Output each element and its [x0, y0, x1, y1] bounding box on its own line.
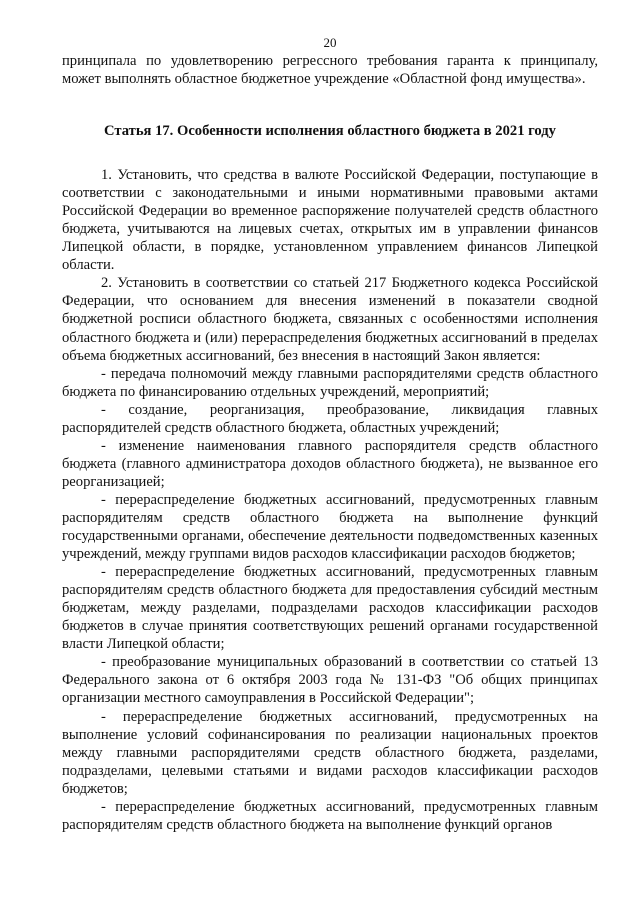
list-item-1: - передача полномочий между главными распорядителями средств областного бюджета по финансированию отдельных учреждений, мероприятий;: [62, 365, 598, 400]
list-item-6: - преобразование муниципальных образований в соответствии со статьей 13 Федерального закона от 6 октября 2003 года № 131-ФЗ "Об общих принципах организации местного самоуправления в Российской Федерации";: [62, 654, 598, 707]
list-item-7: - перераспределение бюджетных ассигнований, предусмотренных на выполнение условий софинансирования по реализации национальных проектов между главными распорядителями средств областного бюджета, разделами, подразделами, целевыми статьями и видами расходов классификации расходов бюджетов;: [62, 708, 598, 797]
list-item-5: - перераспределение бюджетных ассигнований, предусмотренных главным распорядителям средств областного бюджета для предоставления субсидий местным бюджетам, между разделами, подразделами расходов классификации расходов бюджетов в случае принятия соответствующих решений органами государственной власти Липецкой области;: [62, 564, 598, 653]
paragraph-1: 1. Установить, что средства в валюте Российской Федерации, поступающие в соответствии с законодательными и иными нормативными правовыми актами Российской Федерации во временное распоряжение получателей средств областного бюджета, учитываются на лицевых счетах, открытых им в управлении финансов Липецкой области, в порядке, установленном управлением финансов Липецкой области.: [62, 167, 598, 274]
page-number: 20: [323, 35, 337, 50]
intro-paragraph: принципала по удовлетворению регрессного требования гаранта к принципалу, может выполнять областное бюджетное учреждение «Областной фонд имущества».: [62, 53, 598, 88]
list-item-8: - перераспределение бюджетных ассигнований, предусмотренных главным распорядителям средств областного бюджета на выполнение функций органов: [62, 798, 598, 833]
list-item-3: - изменение наименования главного распорядителя средств областного бюджета (главного администратора доходов областного бюджета), не вызванное его реорганизацией;: [62, 437, 598, 490]
list-item-4: - перераспределение бюджетных ассигнований, предусмотренных главным распорядителям средств областного бюджета на выполнение функций государственными органами, обеспечение деятельности подведомственных казенных учреждений, между группами видов расходов классификации расходов бюджетов;: [62, 491, 598, 563]
article-title: Статья 17. Особенности исполнения областного бюджета в 2021 году: [104, 123, 556, 140]
document-body: [62, 52, 598, 834]
list-item-2: - создание, реорганизация, преобразование, ликвидация главных распорядителей средств областного бюджета, областных учреждений;: [62, 401, 598, 436]
paragraph-2: 2. Установить в соответствии со статьей 217 Бюджетного кодекса Российской Федерации, что основанием для внесения изменений в показатели сводной бюджетной росписи областного бюджета, связанных с особенностями исполнения областного бюджета и (или) перераспределения бюджетных ассигнований в пределах объема бюджетных ассигнований, без внесения в настоящий Закон является:: [62, 275, 598, 364]
